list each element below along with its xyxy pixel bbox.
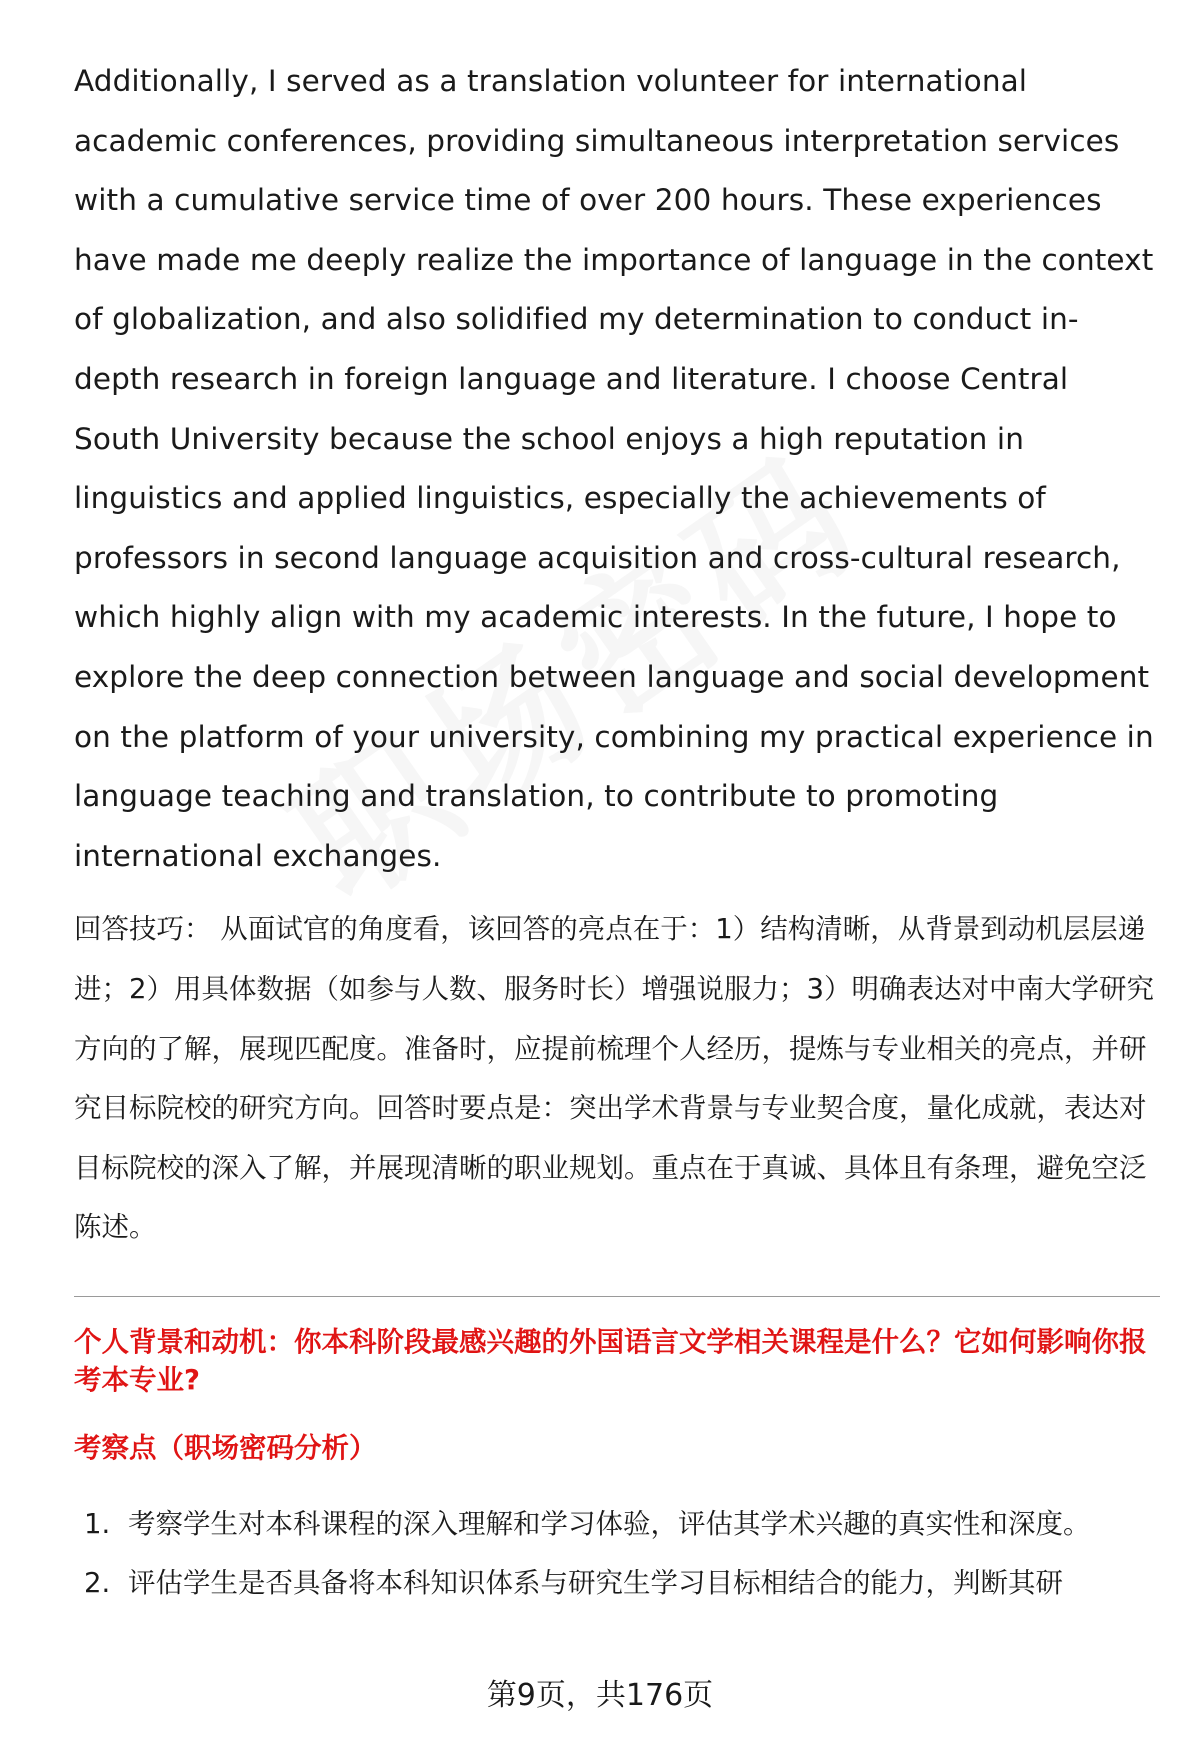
list-item-number: 2. xyxy=(84,1567,111,1600)
question-heading: 个人背景和动机：你本科阶段最感兴趣的外国语言文学相关课程是什么？它如何影响你报考本专业? xyxy=(74,1325,1147,1396)
document-page xyxy=(74,52,1160,1614)
answer-tips-paragraph: 回答技巧： 从面试官的角度看，该回答的亮点在于：1）结构清晰，从背景到动机层层递进；2）用具体数据（如参与人数、服务时长）增强说服力；3）明确表达对中南大学研究方向的了解，展现匹配度。准备时，应提前梳理个人经历，提炼与专业相关的亮点，并研究目标院校的研究方向。回答时要点是：突出学术背景与专业契合度，量化成就，表达对目标院校的深入了解，并展现清晰的职业规划。重点在于真诚、具体且有条理，避免空泛陈述。 xyxy=(74,913,1154,1244)
exam-points-list xyxy=(74,1495,1160,1614)
list-item xyxy=(74,1554,1160,1614)
page-number: 第9页，共176页 xyxy=(486,1678,714,1713)
list-item-number: 1. xyxy=(84,1507,111,1540)
section-divider xyxy=(74,1296,1160,1297)
list-item-text: 评估学生是否具备将本科知识体系与研究生学习目标相结合的能力，判断其研 xyxy=(128,1567,1063,1600)
english-paragraph: Additionally, I served as a translation volunteer for international academic conferences, providing simultaneous interpretation services with a cumulative service time of over 200 hours. These experiences have made me deeply realize the importance of language in the context of globalization, and also solidified my determination to conduct in-depth research in foreign language and literature. I choose Central South University because the school enjoys a high reputation in linguistics and applied linguistics, especially the achievements of professors in second language acquisition and cross-cultural research, which highly align with my academic interests. In the future, I hope to explore the deep connection between language and social development on the platform of your university, combining my practical experience in language teaching and translation, to contribute to promoting international exchanges. xyxy=(74,64,1154,873)
list-item xyxy=(74,1495,1160,1555)
list-item-text: 考察学生对本科课程的深入理解和学习体验，评估其学术兴趣的真实性和深度。 xyxy=(128,1507,1091,1540)
exam-points-title: 考察点（职场密码分析） xyxy=(74,1431,377,1464)
